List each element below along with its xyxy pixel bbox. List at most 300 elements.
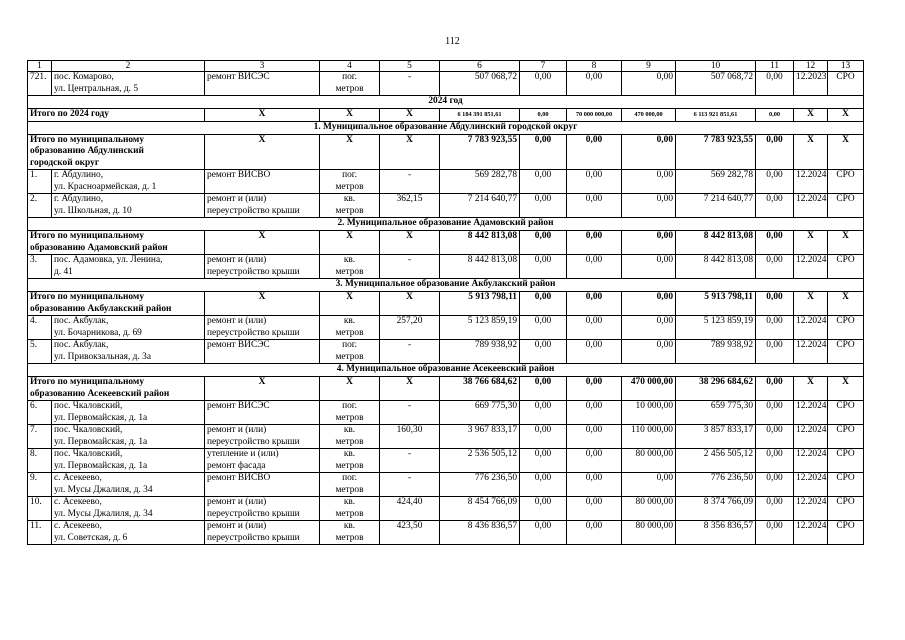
fund-cell: 0,00: [520, 255, 567, 279]
work-type-cell-line-2: переустройство крыши: [207, 205, 300, 216]
x-mark: X: [828, 292, 864, 316]
fund-cell: 0,00: [567, 521, 622, 545]
method-cell: СРО: [828, 170, 864, 194]
address-cell: [52, 497, 205, 521]
date-cell: 12.2024: [794, 401, 828, 425]
table-row: [28, 425, 864, 449]
fund-cell: 0,00: [567, 425, 622, 449]
work-type-cell-line-2: [207, 352, 317, 364]
total-cost-cell: 6 184 391 851,61: [440, 109, 520, 122]
fund-cell: 0,00: [622, 316, 676, 340]
fund-cell: 0,00: [622, 194, 676, 218]
x-mark: X: [205, 377, 320, 401]
fund-cell: 70 000 000,00: [567, 109, 622, 122]
fund-cell: 0,00: [520, 340, 567, 364]
row-number: 11.: [28, 521, 52, 545]
section-title: 2024 год: [28, 96, 864, 109]
x-mark: X: [320, 377, 380, 401]
total-cost-cell: 669 775,30: [440, 401, 520, 425]
row-number: 5.: [28, 340, 52, 364]
work-type-cell: [205, 497, 320, 521]
owner-funds-cell: 569 282,78: [676, 170, 756, 194]
x-mark: X: [205, 231, 320, 255]
unit-cell-line-1: пог.: [342, 340, 357, 350]
column-number-header: [28, 61, 864, 72]
year-total-row: [28, 109, 864, 122]
method-cell: СРО: [828, 340, 864, 364]
table-row: [28, 316, 864, 340]
work-type-cell: [205, 194, 320, 218]
x-mark: X: [380, 109, 440, 122]
x-mark: X: [205, 134, 320, 170]
fund-cell: 0,00: [567, 401, 622, 425]
table-row: [28, 340, 864, 364]
fund-cell: 0,00: [567, 292, 622, 316]
fund-cell: 0,00: [567, 72, 622, 96]
fund-cell: 0,00: [756, 109, 794, 122]
total-label-line: Итого по муниципальному: [30, 134, 145, 145]
quantity-cell: 362,15: [380, 194, 440, 218]
fund-cell: 0,00: [520, 377, 567, 401]
work-type-cell-line-2: переустройство крыши: [207, 508, 300, 519]
work-type-cell-line-2: [207, 485, 317, 497]
unit-cell-line-1: пог.: [342, 72, 357, 82]
unit-cell-line-1: пог.: [342, 473, 357, 483]
x-mark: X: [380, 134, 440, 170]
work-type-cell: [205, 521, 320, 545]
total-cost-cell: 569 282,78: [440, 170, 520, 194]
x-mark: X: [320, 231, 380, 255]
work-type-cell: [205, 170, 320, 194]
date-cell: 12.2023: [794, 72, 828, 96]
row-number: 6.: [28, 401, 52, 425]
row-number: 3.: [28, 255, 52, 279]
address-cell-line-1: пос. Акбулак,: [54, 316, 109, 326]
method-cell: СРО: [828, 194, 864, 218]
fund-cell: 0,00: [520, 425, 567, 449]
unit-cell-line-2: метров: [335, 181, 364, 192]
fund-cell: 0,00: [520, 109, 567, 122]
address-cell: [52, 449, 205, 473]
column-number: 6: [440, 61, 520, 72]
total-cost-cell: 5 123 859,19: [440, 316, 520, 340]
fund-cell: 0,00: [567, 134, 622, 170]
section-title: 2. Муниципальное образование Адамовский район: [28, 218, 864, 231]
unit-cell: [320, 473, 380, 497]
work-type-cell: [205, 449, 320, 473]
date-cell: 12.2024: [794, 255, 828, 279]
unit-cell: [320, 170, 380, 194]
owner-funds-cell: 38 296 684,62: [676, 377, 756, 401]
date-cell: 12.2024: [794, 194, 828, 218]
fund-cell: 0,00: [520, 521, 567, 545]
unit-cell-line-2: метров: [335, 83, 364, 94]
fund-cell: 0,00: [520, 194, 567, 218]
column-number: 2: [52, 61, 205, 72]
fund-cell: 0,00: [756, 425, 794, 449]
fund-cell: 0,00: [520, 292, 567, 316]
unit-cell: [320, 255, 380, 279]
fund-cell: 0,00: [567, 255, 622, 279]
quantity-cell: -: [380, 340, 440, 364]
fund-cell: 0,00: [520, 449, 567, 473]
column-number: 10: [676, 61, 756, 72]
quantity-cell: -: [380, 255, 440, 279]
column-number: 8: [567, 61, 622, 72]
x-mark: X: [828, 377, 864, 401]
unit-cell-line-2: метров: [335, 508, 364, 519]
column-number: 4: [320, 61, 380, 72]
total-label-line: образованию Акбулакский район: [30, 303, 172, 314]
unit-cell-line-2: метров: [335, 205, 364, 216]
work-type-cell-line-1: ремонт и (или): [207, 497, 267, 507]
address-cell-line-1: с. Асекеево,: [54, 473, 102, 483]
section-total-row: [28, 377, 864, 401]
row-number: 8.: [28, 449, 52, 473]
x-mark: X: [380, 231, 440, 255]
address-cell: [52, 316, 205, 340]
fund-cell: 0,00: [622, 340, 676, 364]
column-number: 7: [520, 61, 567, 72]
total-cost-cell: 8 454 766,09: [440, 497, 520, 521]
work-type-cell: [205, 72, 320, 96]
row-number: 7.: [28, 425, 52, 449]
section-total-row: [28, 134, 864, 170]
total-label: [28, 231, 205, 255]
unit-cell-line-2: метров: [335, 436, 364, 447]
fund-cell: 0,00: [520, 170, 567, 194]
address-cell-line-2: ул. Центральная, д. 5: [54, 83, 139, 94]
unit-cell-line-2: метров: [335, 351, 364, 362]
work-type-cell: [205, 473, 320, 497]
unit-cell-line-1: пог.: [342, 401, 357, 411]
fund-cell: 0,00: [567, 377, 622, 401]
fund-cell: 0,00: [567, 170, 622, 194]
quantity-cell: -: [380, 473, 440, 497]
fund-cell: 0,00: [622, 231, 676, 255]
fund-cell: 0,00: [622, 134, 676, 170]
work-type-cell: [205, 401, 320, 425]
column-number: 13: [828, 61, 864, 72]
unit-cell-line-2: метров: [335, 484, 364, 495]
owner-funds-cell: 8 442 813,08: [676, 231, 756, 255]
fund-cell: 0,00: [756, 449, 794, 473]
address-cell-line-2: ул. Бочарникова, д. 69: [54, 327, 142, 338]
work-type-cell-line-1: ремонт и (или): [207, 255, 267, 265]
section-title: 4. Муниципальное образование Асекеевский район: [28, 364, 864, 377]
address-cell: [52, 401, 205, 425]
unit-cell: [320, 72, 380, 96]
fund-cell: 0,00: [567, 231, 622, 255]
table-row: [28, 170, 864, 194]
owner-funds-cell: 7 783 923,55: [676, 134, 756, 170]
method-cell: СРО: [828, 425, 864, 449]
quantity-cell: -: [380, 170, 440, 194]
unit-cell: [320, 194, 380, 218]
fund-cell: 0,00: [622, 72, 676, 96]
unit-cell-line-1: кв.: [343, 449, 356, 459]
total-label-line: городской округ: [30, 157, 100, 168]
unit-cell-line-2: метров: [335, 412, 364, 423]
page-number: 112: [445, 36, 460, 47]
date-cell: 12.2024: [794, 340, 828, 364]
work-type-cell-line-1: ремонт ВИСЭС: [207, 401, 270, 411]
unit-cell: [320, 401, 380, 425]
unit-cell: [320, 497, 380, 521]
unit-cell: [320, 425, 380, 449]
x-mark: X: [320, 134, 380, 170]
column-number: 9: [622, 61, 676, 72]
fund-cell: 470 000,00: [622, 377, 676, 401]
unit-cell-line-1: кв.: [343, 521, 356, 531]
address-cell: [52, 194, 205, 218]
work-type-cell-line-1: утепление и (или): [207, 449, 279, 459]
fund-cell: 0,00: [756, 521, 794, 545]
work-type-cell-line-1: ремонт и (или): [207, 194, 267, 204]
address-cell-line-2: ул. Школьная, д. 10: [54, 205, 132, 216]
unit-cell-line-1: кв.: [343, 497, 356, 507]
unit-cell-line-2: метров: [335, 532, 364, 543]
total-cost-cell: 776 236,50: [440, 473, 520, 497]
address-cell: [52, 170, 205, 194]
x-mark: X: [828, 231, 864, 255]
fund-cell: 0,00: [567, 449, 622, 473]
x-mark: X: [794, 231, 828, 255]
date-cell: 12.2024: [794, 316, 828, 340]
section-heading: [28, 364, 864, 377]
section-heading: [28, 279, 864, 292]
row-number: 9.: [28, 473, 52, 497]
total-label: [28, 377, 205, 401]
column-number: 11: [756, 61, 794, 72]
address-cell: [52, 473, 205, 497]
work-type-cell-line-1: ремонт ВИСВО: [207, 473, 271, 483]
method-cell: СРО: [828, 497, 864, 521]
owner-funds-cell: 7 214 640,77: [676, 194, 756, 218]
section-title: 1. Муниципальное образование Абдулинский городской округ: [28, 121, 864, 134]
table-row: [28, 255, 864, 279]
table-row: [28, 401, 864, 425]
section-total-row: [28, 292, 864, 316]
quantity-cell: -: [380, 72, 440, 96]
work-type-cell-line-2: ремонт фасада: [207, 460, 266, 471]
owner-funds-cell: 5 123 859,19: [676, 316, 756, 340]
method-cell: СРО: [828, 401, 864, 425]
fund-cell: 0,00: [520, 473, 567, 497]
table-row: [28, 194, 864, 218]
x-mark: X: [320, 292, 380, 316]
column-number: 12: [794, 61, 828, 72]
quantity-cell: -: [380, 401, 440, 425]
fund-cell: 0,00: [520, 231, 567, 255]
fund-cell: 0,00: [756, 72, 794, 96]
x-mark: X: [205, 292, 320, 316]
unit-cell-line-1: кв.: [343, 425, 356, 435]
fund-cell: 0,00: [756, 134, 794, 170]
fund-cell: 0,00: [520, 134, 567, 170]
unit-cell-line-1: кв.: [343, 194, 356, 204]
total-cost-cell: 7 214 640,77: [440, 194, 520, 218]
fund-cell: 470 000,00: [622, 109, 676, 122]
fund-cell: 0,00: [520, 316, 567, 340]
fund-cell: 0,00: [622, 292, 676, 316]
work-type-cell-line-1: ремонт и (или): [207, 521, 267, 531]
work-type-cell-line-2: переустройство крыши: [207, 266, 300, 277]
address-cell-line-1: пос. Чкаловский,: [54, 401, 123, 411]
owner-funds-cell: 8 374 766,09: [676, 497, 756, 521]
fund-cell: 110 000,00: [622, 425, 676, 449]
fund-cell: 0,00: [622, 170, 676, 194]
fund-cell: 0,00: [520, 72, 567, 96]
total-cost-cell: 507 068,72: [440, 72, 520, 96]
row-number: 2.: [28, 194, 52, 218]
fund-cell: 0,00: [756, 194, 794, 218]
work-type-cell-line-2: переустройство крыши: [207, 532, 300, 543]
owner-funds-cell: 507 068,72: [676, 72, 756, 96]
address-cell: [52, 521, 205, 545]
work-type-cell-line-1: ремонт и (или): [207, 425, 267, 435]
work-type-cell-line-2: [207, 84, 317, 96]
work-type-cell: [205, 425, 320, 449]
column-number: 3: [205, 61, 320, 72]
address-cell-line-1: с. Асекеево,: [54, 521, 102, 531]
work-type-cell: [205, 316, 320, 340]
unit-cell: [320, 340, 380, 364]
date-cell: 12.2024: [794, 170, 828, 194]
address-cell: [52, 72, 205, 96]
work-type-cell-line-2: переустройство крыши: [207, 327, 300, 338]
table-row: [28, 521, 864, 545]
x-mark: X: [828, 134, 864, 170]
fund-cell: 10 000,00: [622, 401, 676, 425]
total-label-line: образованию Адамовский район: [30, 242, 168, 253]
total-label-line: Итого по муниципальному: [30, 231, 145, 241]
section-title: 3. Муниципальное образование Акбулакский район: [28, 279, 864, 292]
address-cell-line-2: ул. Мусы Джалиля, д. 34: [54, 484, 153, 495]
total-label: [28, 292, 205, 316]
fund-cell: 80 000,00: [622, 449, 676, 473]
fund-cell: 0,00: [756, 497, 794, 521]
unit-cell-line-1: кв.: [343, 316, 356, 326]
total-cost-cell: 789 938,92: [440, 340, 520, 364]
method-cell: СРО: [828, 449, 864, 473]
address-cell-line-1: г. Абдулино,: [54, 170, 104, 180]
owner-funds-cell: 8 356 836,57: [676, 521, 756, 545]
total-cost-cell: 2 536 505,12: [440, 449, 520, 473]
fund-cell: 0,00: [756, 170, 794, 194]
address-cell-line-2: ул. Первомайская, д. 1а: [54, 412, 148, 423]
address-cell-line-2: ул. Красноармейская, д. 1: [54, 181, 157, 192]
address-cell-line-1: пос. Адамовка, ул. Ленина,: [54, 255, 163, 265]
address-cell-line-1: пос. Чкаловский,: [54, 449, 123, 459]
x-mark: X: [828, 109, 864, 122]
total-label-line: образованию Абдулинский: [30, 146, 144, 156]
x-mark: X: [205, 109, 320, 122]
row-number: 4.: [28, 316, 52, 340]
owner-funds-cell: 789 938,92: [676, 340, 756, 364]
address-cell-line-1: пос. Чкаловский,: [54, 425, 123, 435]
total-label-line: образованию Асекеевский район: [30, 388, 170, 399]
fund-cell: 0,00: [622, 473, 676, 497]
table-row: [28, 497, 864, 521]
total-cost-cell: 8 442 813,08: [440, 255, 520, 279]
quantity-cell: 423,50: [380, 521, 440, 545]
table-row: [28, 449, 864, 473]
row-number: 721.: [28, 72, 52, 96]
address-cell-line-1: г. Абдулино,: [54, 194, 104, 204]
fund-cell: 0,00: [567, 473, 622, 497]
address-cell-line-1: с. Асекеево,: [54, 497, 102, 507]
total-label-line: Итого по муниципальному: [30, 377, 145, 387]
column-number: 5: [380, 61, 440, 72]
address-cell: [52, 255, 205, 279]
total-cost-cell: 3 967 833,17: [440, 425, 520, 449]
fund-cell: 0,00: [756, 377, 794, 401]
table-row: [28, 72, 864, 96]
work-type-cell-line-2: [207, 413, 317, 425]
fund-cell: 0,00: [756, 255, 794, 279]
address-cell-line-2: ул. Мусы Джалиля, д. 34: [54, 508, 153, 519]
total-cost-cell: 8 442 813,08: [440, 231, 520, 255]
fund-cell: 80 000,00: [622, 497, 676, 521]
section-heading: [28, 121, 864, 134]
fund-cell: 80 000,00: [622, 521, 676, 545]
work-type-cell-line-2: [207, 182, 317, 194]
work-type-cell: [205, 255, 320, 279]
address-cell-line-2: ул. Первомайская, д. 1а: [54, 460, 148, 471]
quantity-cell: 424,40: [380, 497, 440, 521]
fund-cell: 0,00: [567, 497, 622, 521]
total-cost-cell: 5 913 798,11: [440, 292, 520, 316]
address-cell: [52, 425, 205, 449]
total-label-line: Итого по муниципальному: [30, 292, 145, 302]
address-cell-line-2: ул. Первомайская, д. 1а: [54, 436, 148, 447]
section-total-row: [28, 231, 864, 255]
column-number: 1: [28, 61, 52, 72]
method-cell: СРО: [828, 521, 864, 545]
fund-cell: 0,00: [756, 401, 794, 425]
quantity-cell: 257,20: [380, 316, 440, 340]
work-type-cell-line-2: переустройство крыши: [207, 436, 300, 447]
row-number: 1.: [28, 170, 52, 194]
total-cost-cell: 8 436 836,57: [440, 521, 520, 545]
owner-funds-cell: 776 236,50: [676, 473, 756, 497]
date-cell: 12.2024: [794, 425, 828, 449]
unit-cell-line-1: кв.: [343, 255, 356, 265]
quantity-cell: -: [380, 449, 440, 473]
fund-cell: 0,00: [756, 231, 794, 255]
total-cost-cell: 7 783 923,55: [440, 134, 520, 170]
fund-cell: 0,00: [567, 316, 622, 340]
unit-cell: [320, 316, 380, 340]
x-mark: X: [794, 377, 828, 401]
address-cell-line-2: д. 41: [54, 266, 73, 277]
address-cell-line-2: ул. Привокзальная, д. 3а: [54, 351, 151, 362]
fund-cell: 0,00: [520, 497, 567, 521]
x-mark: X: [380, 292, 440, 316]
table-row: [28, 473, 864, 497]
fund-cell: 0,00: [622, 255, 676, 279]
owner-funds-cell: 5 913 798,11: [676, 292, 756, 316]
date-cell: 12.2024: [794, 521, 828, 545]
owner-funds-cell: 6 113 921 851,61: [676, 109, 756, 122]
owner-funds-cell: 659 775,30: [676, 401, 756, 425]
owner-funds-cell: 2 456 505,12: [676, 449, 756, 473]
capital-repair-table: [27, 60, 864, 545]
x-mark: X: [380, 377, 440, 401]
unit-cell-line-1: пог.: [342, 170, 357, 180]
fund-cell: 0,00: [756, 473, 794, 497]
